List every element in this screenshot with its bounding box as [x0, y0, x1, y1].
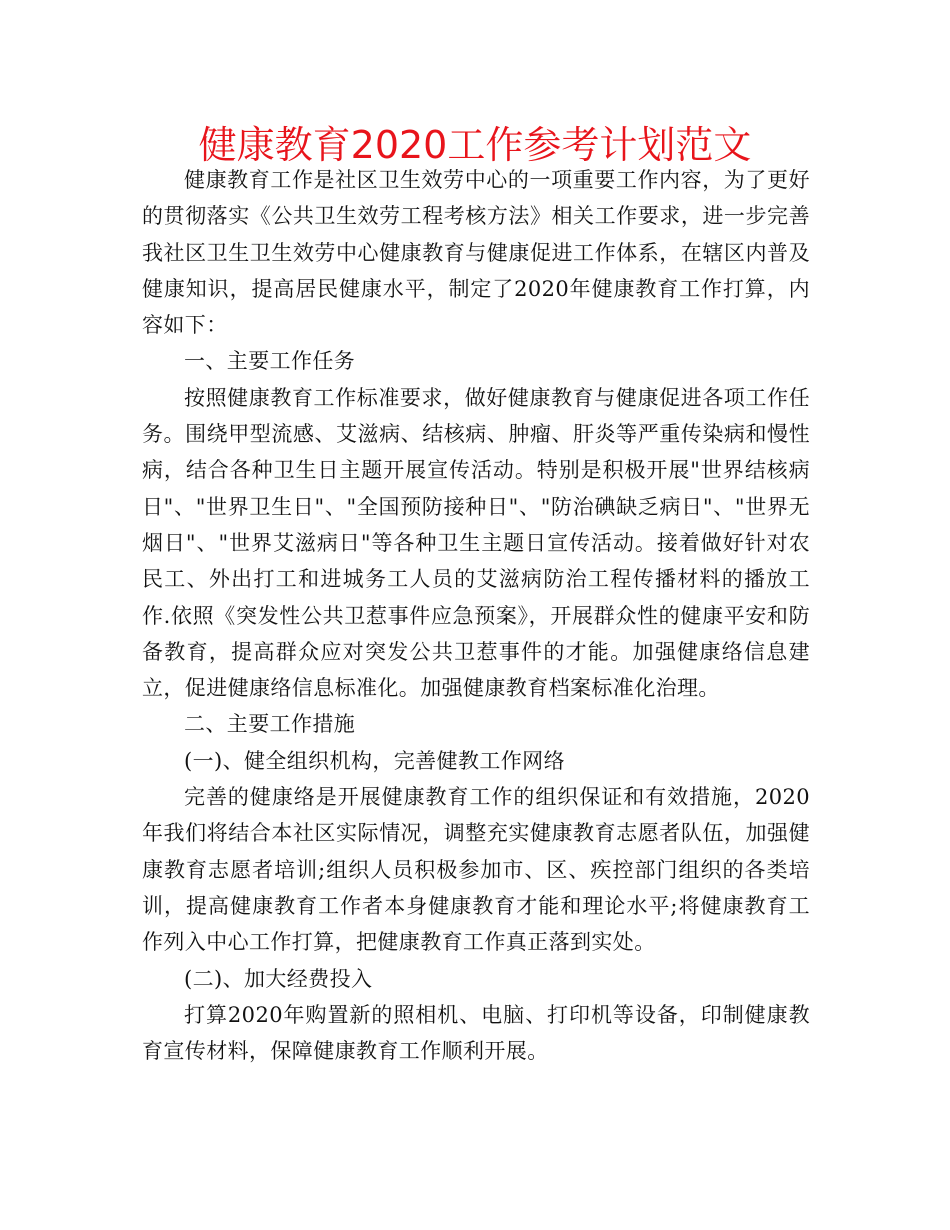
funding-paragraph: 打算2020年购置新的照相机、电脑、打印机等设备，印制健康教育宣传材料，保障健康教育工作顺利开展。 [142, 1002, 810, 1064]
subheading-funding: (二)、加大经费投入 [184, 966, 373, 991]
section-heading-tasks: 一、主要工作任务 [184, 349, 356, 374]
page-title: 健康教育2020工作参考计划范文 [198, 123, 752, 167]
tasks-paragraph: 按照健康教育工作标准要求，做好健康教育与健康促进各项工作任务。围绕甲型流感、艾滋病、结核病、肿瘤、肝炎等严重传染病和慢性病，结合各种卫生日主题开展宣传活动。特别是积极开展"世界结核病日"、"世界卫生日"、"全国预防接种日"、"防治碘缺乏病日"、"世界无烟日"、"世界艾滋病日"等各种卫生主题日宣传活动。接着做好针对农民工、外出打工和进城务工人员的艾滋病防治工程传播材料的播放工作.依照《突发性公共卫惹事件应急预案》，开展群众性的健康平安和防备教育，提高群众应对突发公共卫惹事件的才能。加强健康络信息建立，促进健康络信息标准化。加强健康教育档案标准化治理。 [142, 385, 810, 701]
intro-paragraph: 健康教育工作是社区卫生效劳中心的一项重要工作内容，为了更好的贯彻落实《公共卫生效劳工程考核方法》相关工作要求，进一步完善我社区卫生卫生效劳中心健康教育与健康促进工作体系，在辖区内普及健康知识，提高居民健康水平，制定了2020年健康教育工作打算，内容如下： [142, 168, 810, 338]
organization-paragraph: 完善的健康络是开展健康教育工作的组织保证和有效措施，2020年我们将结合本社区实际情况，调整充实健康教育志愿者队伍，加强健康教育志愿者培训;组织人员积极参加市、区、疾控部门组织的各类培训，提高健康教育工作者本身健康教育才能和理论水平;将健康教育工作列入中心工作打算，把健康教育工作真正落到实处。 [142, 785, 810, 955]
section-heading-measures: 二、主要工作措施 [184, 712, 356, 737]
subheading-organization: (一)、健全组织机构，完善健教工作网络 [184, 748, 565, 773]
document-body [142, 162, 810, 1069]
